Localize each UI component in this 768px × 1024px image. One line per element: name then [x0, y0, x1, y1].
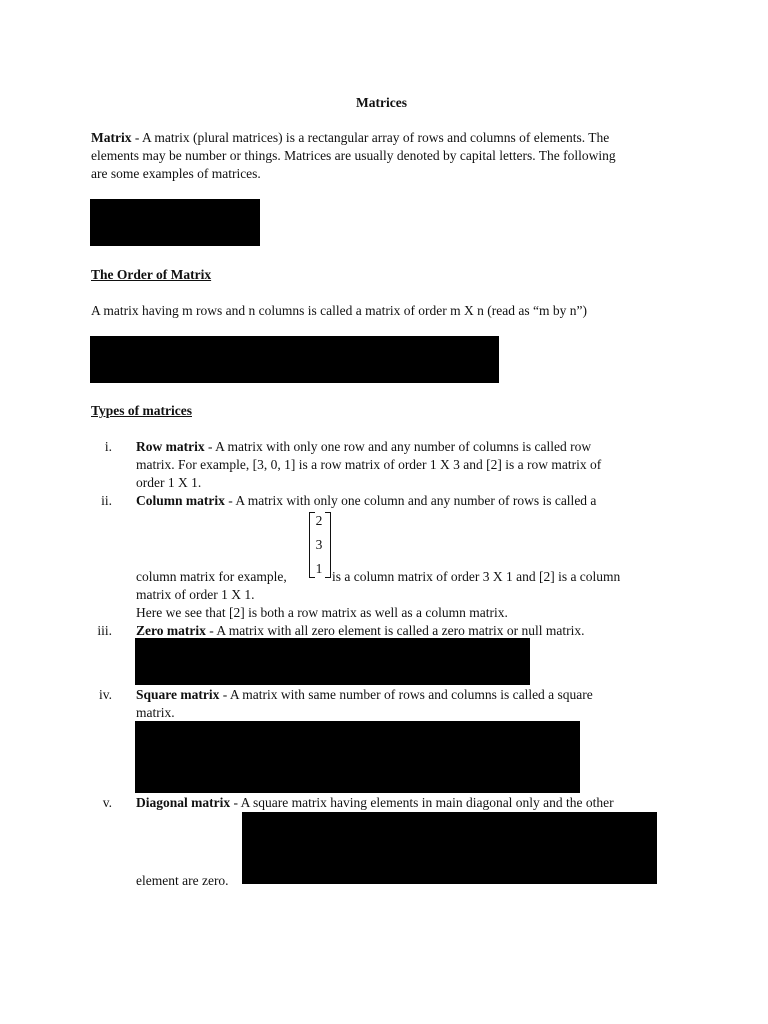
- column-matrix-line-4: Here we see that [2] is both a row matrix as well as a column matrix.: [136, 605, 508, 620]
- diagonal-matrix-line-1: [136, 794, 614, 812]
- item-numeral-v: v.: [102, 795, 112, 810]
- column-matrix-post: is a column matrix of order 3 X 1 and [2] is a column: [332, 569, 621, 584]
- item-numeral-i: i.: [104, 439, 112, 454]
- row-matrix-line-1: [136, 438, 591, 456]
- redacted-diagonal-matrix-example: [242, 812, 657, 884]
- square-matrix-text-1: - A matrix with same number of rows and columns is called a square: [219, 687, 593, 702]
- column-matrix-line-1: [136, 492, 596, 510]
- row-matrix-text-1: - A matrix with only one row and any number of columns is called row: [204, 439, 592, 454]
- diagonal-matrix-line-2: element are zero.: [136, 873, 229, 888]
- square-matrix-term: Square matrix: [136, 687, 220, 702]
- order-text: A matrix having m rows and n columns is called a matrix of order m X n (read as “m by n”): [91, 303, 587, 318]
- order-heading: The Order of Matrix: [91, 267, 212, 282]
- row-matrix-term: Row matrix: [136, 439, 205, 454]
- redacted-zero-matrix-example: [135, 638, 530, 685]
- row-matrix-line-2: matrix. For example, [3, 0, 1] is a row matrix of order 1 X 3 and [2] is a row matrix of: [136, 457, 602, 472]
- redacted-square-matrix-example: [135, 721, 580, 793]
- item-numeral-iv: iv.: [99, 687, 112, 702]
- item-numeral-ii: ii.: [101, 493, 112, 508]
- intro-line-2: elements may be number or things. Matrices are usually denoted by capital letters. The following: [91, 148, 616, 163]
- page-title: Matrices: [356, 95, 407, 110]
- zero-matrix-text-1: - A matrix with all zero element is called a zero matrix or null matrix.: [205, 623, 585, 638]
- square-matrix-line-2: matrix.: [136, 705, 175, 720]
- diagonal-matrix-text-1: - A square matrix having elements in main diagonal only and the other: [230, 795, 614, 810]
- matrix-entry: 1: [315, 561, 323, 576]
- column-matrix-pre: column matrix for example,: [136, 569, 287, 584]
- types-heading: Types of matrices: [91, 403, 192, 418]
- matrix-entry: 3: [315, 537, 323, 552]
- square-matrix-line-1: [136, 686, 593, 704]
- column-matrix-term: Column matrix: [136, 493, 225, 508]
- diagonal-matrix-term: Diagonal matrix: [136, 795, 231, 810]
- intro-line-1: [91, 129, 609, 147]
- item-numeral-iii: iii.: [97, 623, 112, 638]
- matrix-entry: 2: [315, 513, 323, 528]
- row-matrix-line-3: order 1 X 1.: [136, 475, 202, 490]
- redacted-example-matrices: [90, 199, 260, 246]
- intro-text-1: - A matrix (plural matrices) is a rectangular array of rows and columns of elements. The: [131, 130, 610, 145]
- intro-line-3: are some examples of matrices.: [91, 166, 261, 181]
- column-matrix-line-3: matrix of order 1 X 1.: [136, 587, 255, 602]
- zero-matrix-term: Zero matrix: [136, 623, 206, 638]
- redacted-order-example: [90, 336, 499, 383]
- intro-term: Matrix: [91, 130, 132, 145]
- column-matrix-text-1: - A matrix with only one column and any number of rows is called a: [224, 493, 597, 508]
